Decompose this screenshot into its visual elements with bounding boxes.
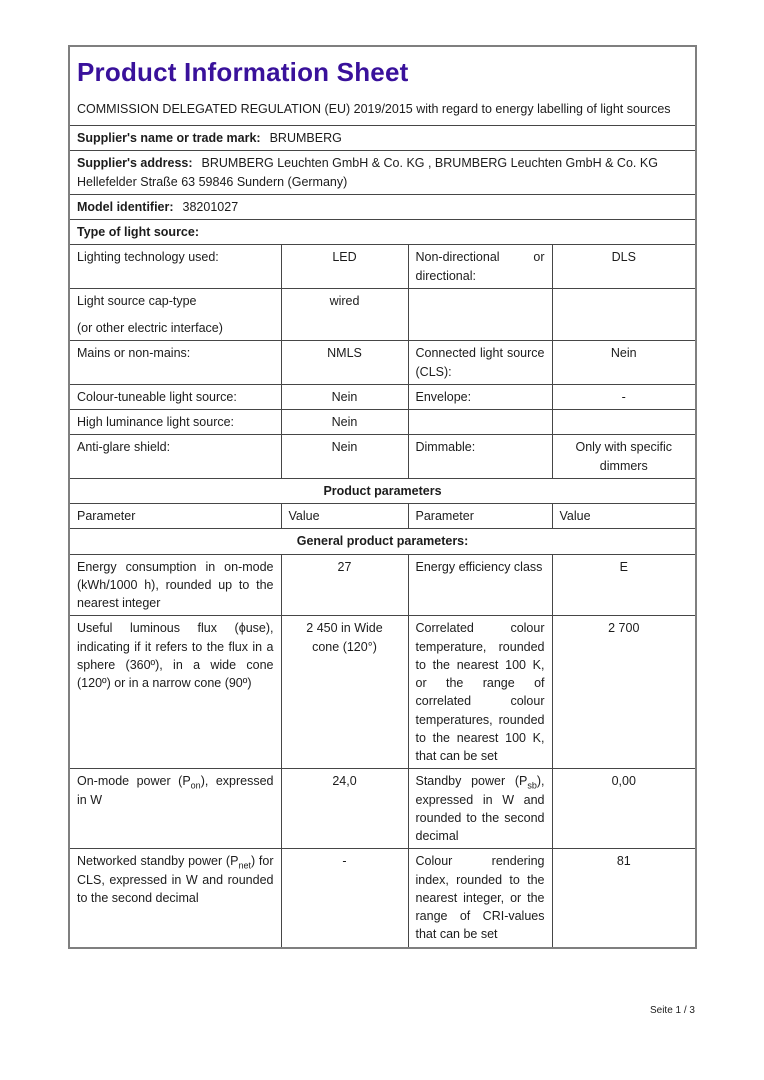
model-identifier-row [69,194,696,219]
value-colour-rendering-index: 81 [552,849,696,948]
param-envelope: Envelope: [408,384,552,409]
supplier-name-value: BRUMBERG [269,131,342,146]
value-lighting-technology: LED [281,245,408,289]
header-row [69,46,696,126]
type-heading-label: Type of light source: [77,225,199,240]
on-mode-power-subscript: on [190,780,201,791]
param-directionality: Non-directional or directional: [408,245,552,289]
value-directionality: DLS [552,245,696,289]
param-dimmable: Dimmable: [408,435,552,479]
standby-power-subscript: sb [527,780,537,791]
type-heading-row [69,220,696,245]
luminous-flux-value-text: 2 450 in Wide cone (120°) [306,621,383,654]
value-standby-power: 0,00 [552,769,696,849]
supplier-name-row [69,126,696,151]
param-colour-tuneable: Colour-tuneable light source: [69,384,281,409]
cap-type-line2: (or other electric interface) [77,321,223,336]
table-row [69,435,696,479]
standby-power-text-end: ), expressed in W and rounded to the second decimal [415,774,545,844]
standby-power-text: Standby power (P [415,774,528,789]
param-high-luminance: High luminance light source: [69,410,281,435]
column-header-parameter-1: Parameter [69,504,281,529]
value-empty [552,288,696,341]
page-title: Product Information Sheet [77,57,409,87]
table-row [69,849,696,948]
param-correlated-colour-temperature: Correlated colour temperature, rounded to the nearest 100 K, or the range of correlated colour temperatures, rounded to the nearest 100 K, that can be set [408,616,552,769]
param-empty [408,288,552,341]
networked-standby-subscript: net [238,860,251,871]
dimmable-value-text: Only with specific dimmers [575,440,673,473]
value-networked-standby-power: - [281,849,408,948]
value-colour-tuneable: Nein [281,384,408,409]
supplier-address-label: Supplier's address: [77,156,193,171]
column-header-parameter-2: Parameter [408,504,552,529]
param-energy-consumption: Energy consumption in on-mode (kWh/1000 h), rounded up to the nearest integer [69,554,281,616]
regulation-text: COMMISSION DELEGATED REGULATION (EU) 2019/2015 with regard to energy labelling of light sources [77,101,671,116]
param-mains: Mains or non-mains: [69,341,281,385]
header-cell [69,46,696,126]
model-identifier-value: 38201027 [182,199,239,214]
table-row [69,554,696,616]
networked-standby-text-end: ) for CLS, expressed in W and rounded to the second decimal [77,854,274,905]
table-row [69,384,696,409]
column-header-value-2: Value [552,504,696,529]
value-empty [552,410,696,435]
value-cap-type: wired [281,288,408,341]
value-high-luminance: Nein [281,410,408,435]
table-row [69,410,696,435]
product-parameters-heading: Product parameters [69,478,696,503]
table-row [69,341,696,385]
networked-standby-text: Networked standby power (P [77,854,239,869]
param-empty [408,410,552,435]
param-energy-class: Energy efficiency class [408,554,552,616]
product-info-sheet [68,45,695,949]
value-mains: NMLS [281,341,408,385]
param-colour-rendering-index: Colour rendering index, rounded to the nearest integer, or the range of CRI-values that can be set [408,849,552,948]
subsection-title-row [69,529,696,554]
param-on-mode-power [69,769,281,849]
param-lighting-technology: Lighting technology used: [69,245,281,289]
value-luminous-flux [281,616,408,769]
supplier-address-value: BRUMBERG Leuchten GmbH & Co. KG , BRUMBERG Leuchten GmbH & Co. KG Hellefelder Straße 63 59846 Sundern (Germany) [77,156,658,189]
value-envelope: - [552,384,696,409]
column-header-row [69,504,696,529]
value-correlated-colour-temperature: 2 700 [552,616,696,769]
product-info-table [68,45,697,949]
on-mode-power-text-end: ), expressed in W [77,774,274,807]
param-standby-power [408,769,552,849]
supplier-address-cell [69,151,696,195]
table-row [69,245,696,289]
value-on-mode-power: 24,0 [281,769,408,849]
cap-type-line1: Light source cap-type [77,293,197,308]
model-identifier-label: Model identifier: [77,199,174,214]
column-header-value-1: Value [281,504,408,529]
value-energy-class: E [552,554,696,616]
supplier-address-row [69,151,696,195]
model-identifier-cell [69,194,696,219]
table-row [69,288,696,341]
page-number: Seite 1 / 3 [649,1005,695,1016]
type-heading-cell [69,220,696,245]
param-luminous-flux: Useful luminous flux (ϕuse), indicating if it refers to the flux in a sphere (360º), in a wide cone (120º) or in a narrow cone (90º) [69,616,281,769]
value-cls: Nein [552,341,696,385]
param-anti-glare: Anti-glare shield: [69,435,281,479]
on-mode-power-text: On-mode power (P [77,774,191,789]
table-row [69,769,696,849]
value-anti-glare: Nein [281,435,408,479]
value-energy-consumption: 27 [281,554,408,616]
supplier-name-label: Supplier's name or trade mark: [77,131,261,146]
param-networked-standby-power [69,849,281,948]
general-product-parameters-heading: General product parameters: [69,529,696,554]
param-cap-type [69,288,281,341]
value-dimmable [552,435,696,479]
table-row [69,616,696,769]
param-cls: Connected light source (CLS): [408,341,552,385]
supplier-name-cell [69,126,696,151]
section-title-row [69,478,696,503]
